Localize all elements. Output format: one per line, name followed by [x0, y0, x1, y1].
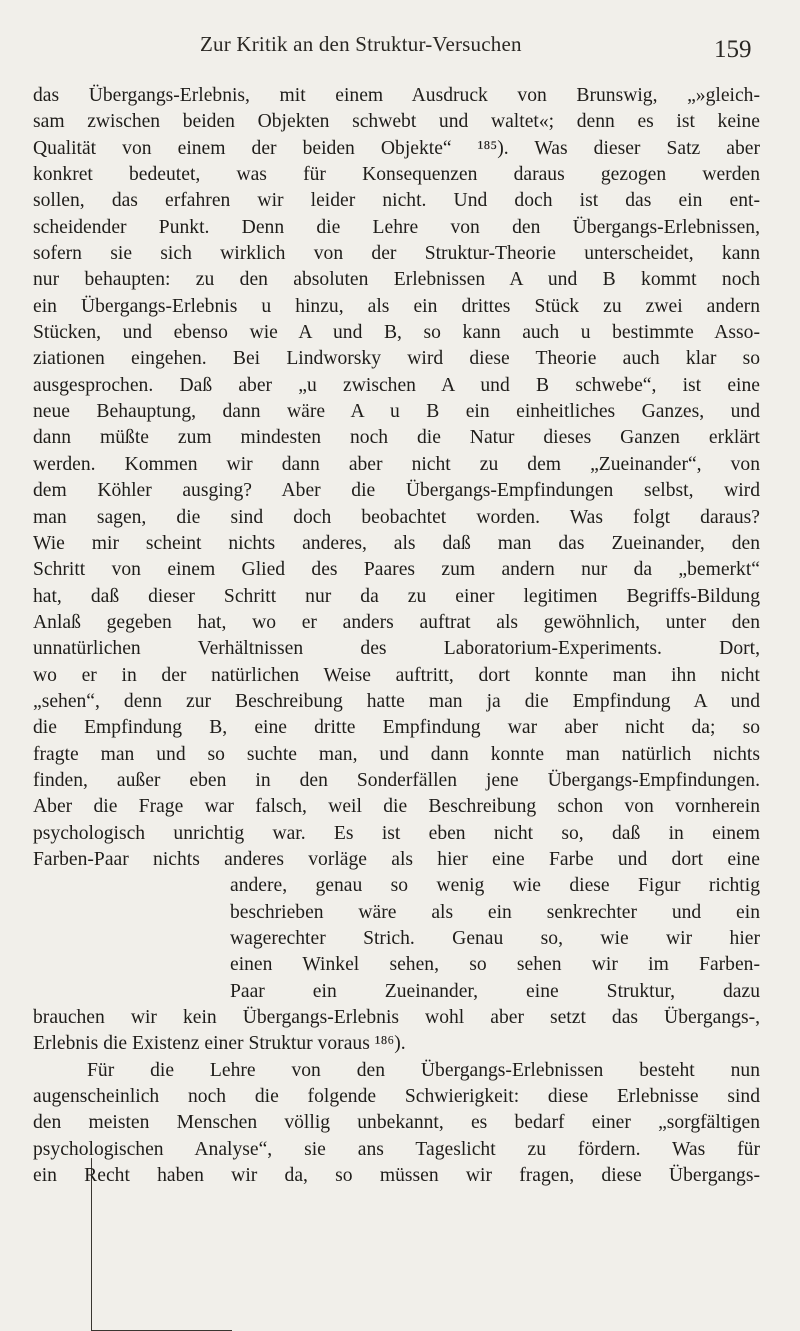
text-line-beside-figure: wagerechter Strich. Genau so, wie wir hier — [230, 928, 760, 949]
text-line: ein Übergangs-Erlebnis u hinzu, als ein drittes Stück zu zwei andern — [33, 295, 760, 317]
text-line: finden, außer eben in den Sonderfällen jene Übergangs-Empfindungen. — [33, 769, 760, 791]
running-title: Zur Kritik an den Struktur-Versuchen — [200, 32, 522, 56]
text-line: die Empfindung B, eine dritte Empfindung war aber nicht da; so — [33, 717, 760, 739]
text-line: das Übergangs-Erlebnis, mit einem Ausdruck von Brunswig, „»gleich- — [33, 85, 760, 106]
text-line: nur behaupten: zu den absoluten Erlebnissen A und B kommt noch — [33, 269, 760, 291]
text-line: Stücken, und ebenso wie A und B, so kann auch u bestimmte Asso- — [33, 322, 760, 344]
text-line: Schritt von einem Glied des Paares zum andern nur da „bemerkt“ — [33, 559, 760, 581]
text-line: ein Recht haben wir da, so müssen wir fragen, diese Übergangs- — [33, 1165, 760, 1187]
text-line: augenscheinlich noch die folgende Schwierigkeit: diese Erlebnisse sind — [33, 1086, 760, 1108]
text-line: werden. Kommen wir dann aber nicht zu dem „Zueinander“, von — [33, 453, 760, 475]
page-number: 159 — [714, 36, 752, 63]
text-line: Erlebnis die Existenz einer Struktur voraus ¹⁸⁶). — [33, 1033, 406, 1055]
text-line: Für die Lehre von den Übergangs-Erlebnissen besteht nun — [87, 1059, 760, 1081]
text-line: unnatürlichen Verhältnissen des Laboratorium-Experiments. Dort, — [33, 638, 760, 660]
body-text — [33, 83, 760, 1189]
text-line: sollen, das erfahren wir leider nicht. Und doch ist das ein ent- — [33, 190, 760, 212]
text-line: Wie mir scheint nichts anderes, als daß man das Zueinander, den — [33, 532, 760, 554]
text-line: psychologischen Analyse“, sie ans Tageslicht zu fördern. Was für — [33, 1138, 760, 1160]
text-line: hat, daß dieser Schritt nur da zu einer legitimen Begriffs-Bildung — [33, 585, 760, 607]
text-line: dann müßte zum mindesten noch die Natur dieses Ganzen erklärt — [33, 427, 760, 449]
text-line: ausgesprochen. Daß aber „u zwischen A und B schwebe“, ist eine — [33, 374, 760, 396]
text-line: wo er in der natürlichen Weise auftritt, dort konnte man ihn nicht — [33, 664, 760, 686]
text-line: den meisten Menschen völlig unbekannt, es bedarf einer „sorgfältigen — [33, 1112, 760, 1134]
text-line: Qualität von einem der beiden Objekte“ ¹⁸⁵). Was dieser Satz aber — [33, 137, 760, 159]
text-line: Aber die Frage war falsch, weil die Beschreibung schon von vornherein — [33, 796, 760, 818]
text-line: ziationen eingehen. Bei Lindworsky wird diese Theorie auch klar so — [33, 348, 760, 370]
text-line: sam zwischen beiden Objekten schwebt und waltet«; denn es ist keine — [33, 111, 760, 133]
text-line: man sagen, die sind doch beobachtet worden. Was folgt daraus? — [33, 506, 760, 528]
text-line: scheidender Punkt. Denn die Lehre von den Übergangs-Erlebnissen, — [33, 216, 760, 238]
text-line: fragte man und so suchte man, und dann konnte man natürlich nichts — [33, 743, 760, 765]
text-line-beside-figure: andere, genau so wenig wie diese Figur richtig — [230, 875, 760, 897]
text-line: neue Behauptung, dann wäre A u B ein einheitliches Ganzes, und — [33, 401, 760, 423]
text-line: sofern sie sich wirklich von der Struktur-Theorie unterscheidet, kann — [33, 243, 760, 265]
text-line-beside-figure: beschrieben wäre als ein senkrechter und ein — [230, 901, 760, 923]
text-line: Farben-Paar nichts anderes vorläge als hier eine Farbe und dort eine — [33, 848, 760, 870]
text-line-beside-figure: Paar ein Zueinander, eine Struktur, dazu — [230, 980, 760, 1002]
text-line: konkret bedeutet, was für Konsequenzen daraus gezogen werden — [33, 164, 760, 186]
text-line: dem Köhler ausging? Aber die Übergangs-Empfindungen selbst, wird — [33, 480, 760, 502]
text-line: Anlaß gegeben hat, wo er anders auftrat als gewöhnlich, unter den — [33, 611, 760, 633]
page-header — [0, 14, 800, 64]
text-line-beside-figure: einen Winkel sehen, so sehen wir im Farben- — [230, 954, 760, 976]
text-line: brauchen wir kein Übergangs-Erlebnis wohl aber setzt das Übergangs-, — [33, 1007, 760, 1029]
text-line: psychologisch unrichtig war. Es ist eben nicht so, daß in einem — [33, 822, 760, 844]
text-line: „sehen“, denn zur Beschreibung hatte man ja die Empfindung A und — [33, 690, 760, 712]
